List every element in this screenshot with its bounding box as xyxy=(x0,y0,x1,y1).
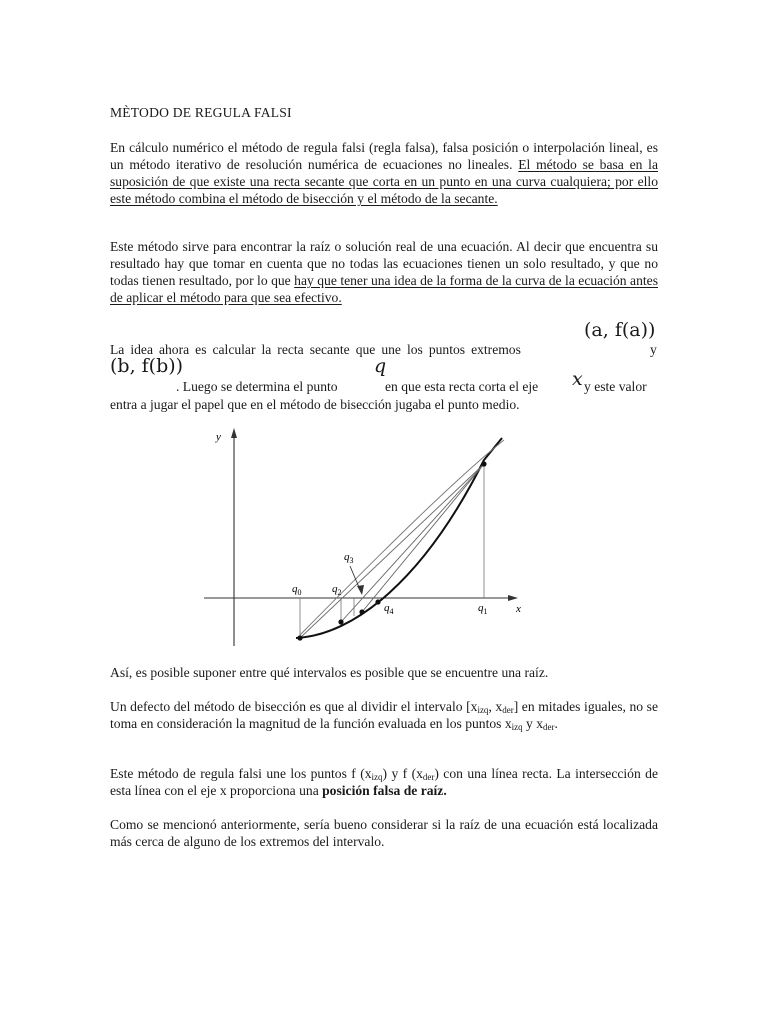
secant-mid-3: y este valor xyxy=(584,379,647,394)
label-q3: $q_3$ xyxy=(344,551,354,565)
usage-text: Este método sirve para encontrar la raíz o solución real de una ecuación. Al decir que encuentra su resultado hay que tomar en cuenta que no todas las ecuaciones tienen un solo resultado, y que no todas tienen resultado, por lo que xyxy=(110,239,658,288)
paragraph-intervals: Así, es posible suponer entre qué intervalos es posible que se encuentre una raíz. xyxy=(110,665,549,680)
secant-mid-2: en que esta recta corta el eje xyxy=(385,379,539,394)
paragraph-conclusion: Como se mencionó anteriormente, sería bueno considerar si la raíz de una ecuación está localizada más cerca de alguno de los extremos del intervalo. xyxy=(110,817,658,849)
q3-pointer-head xyxy=(357,585,364,595)
secant-line-1: La idea ahora es calcular la recta secante que une los puntos extremos xyxy=(110,342,521,357)
point-q3 xyxy=(359,609,364,614)
paragraph-bisection-defect: Un defecto del método de bisección es que al dividir el intervalo [$x_{izq}$, $x_{der}$] en mitades iguales, no se toma en consideración la magnitud de la función evaluada en los puntos $x_{izq}$ y $x_{der}$. xyxy=(110,699,659,732)
point-b xyxy=(481,461,486,466)
regula-falsi-svg xyxy=(204,420,644,650)
false-position-bold: posición falsa de raíz. xyxy=(322,783,447,798)
label-q4: $q_4$ xyxy=(384,602,394,616)
math-b-fb: (b, f(b)) xyxy=(110,355,184,377)
page-title: MÈTODO DE REGULA FALSI xyxy=(110,105,292,120)
label-q2: $q_2$ xyxy=(332,583,342,597)
intro-text: En cálculo numérico el método de regula falsi (regla falsa), falsa posición o interpolación lineal, es un método iterativo de resolución numérica de ecuaciones no lineales. xyxy=(110,140,658,172)
paragraph-usage xyxy=(110,238,658,306)
secant-line-q3 xyxy=(362,464,484,612)
x-axis-label: x xyxy=(516,603,521,615)
x-axis-arrow xyxy=(508,595,518,601)
math-x: x xyxy=(572,368,583,390)
label-q0: $q_0$ xyxy=(292,583,302,597)
y-axis-arrow xyxy=(231,428,237,438)
secant-line-q0 xyxy=(300,440,504,635)
point-q4 xyxy=(375,599,380,604)
point-q2 xyxy=(338,619,343,624)
y-axis-label: y xyxy=(216,431,221,443)
label-q1: $q_1$ xyxy=(478,602,488,616)
usage-underlined-text: hay que tener una idea de la forma de la curva de la ecuación antes de aplicar el método para que sea efectivo. xyxy=(110,273,658,305)
paragraph-false-position: Este método de regula falsi une los puntos f $(x_{izq})$ y f $(x_{der})$ con una línea recta. La intersección de esta línea con el eje x proporciona una posición falsa de raíz. xyxy=(110,766,658,798)
point-a xyxy=(297,635,302,640)
regula-falsi-figure xyxy=(204,420,644,650)
secant-line-3: entra a jugar el papel que en el método de bisección jugaba el punto medio. xyxy=(110,397,520,412)
secant-and: y xyxy=(650,342,657,357)
paragraph-intro xyxy=(110,139,658,207)
math-q: q xyxy=(374,355,387,377)
math-a-fa: (a, f(a)) xyxy=(584,319,656,341)
secant-mid-1: . Luego se determina el punto xyxy=(176,379,338,394)
intro-underlined-text: El método se basa en la suposición de que existe una recta secante que corta en un punto en una curva cualquiera; por ello este método combina el método de bisección y el método de la secante. xyxy=(110,157,658,206)
